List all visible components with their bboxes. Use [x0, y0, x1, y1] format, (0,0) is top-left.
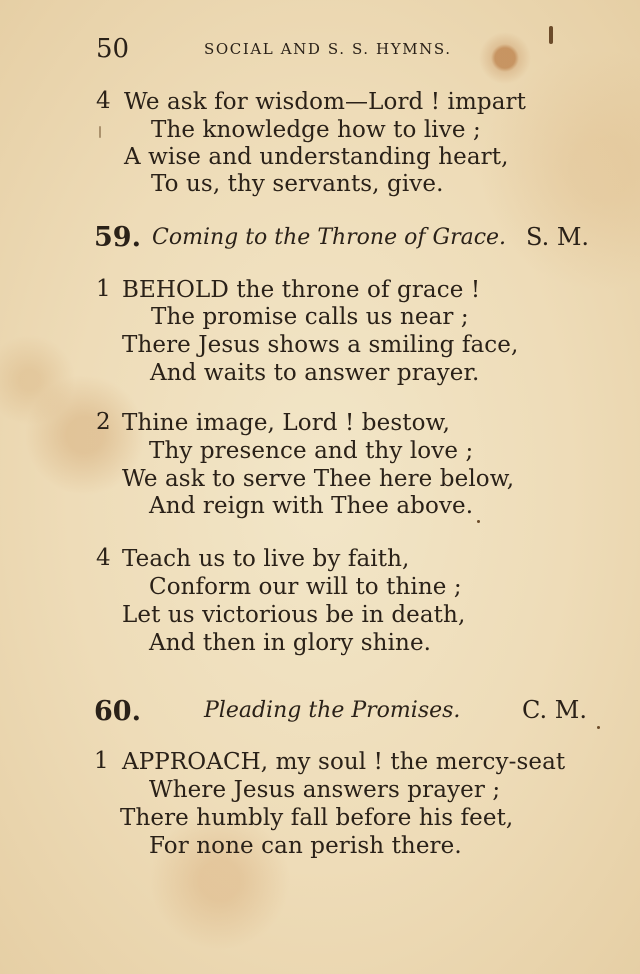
- verse-line: Conform our will to thine ;: [149, 574, 462, 600]
- verse-line: The knowledge how to live ;: [151, 117, 481, 143]
- verse-line: Thine image, Lord ! bestow,: [122, 410, 450, 436]
- verse-line: Let us victorious be in death,: [122, 602, 466, 628]
- hymn-meter: S. M.: [526, 223, 590, 251]
- verse-line: A wise and understanding heart,: [124, 144, 509, 170]
- verse-line: And reign with Thee above.: [149, 493, 474, 519]
- verse-line: There humbly fall before his feet,: [120, 805, 514, 831]
- verse-line: And then in glory shine.: [149, 630, 432, 656]
- verse-number: 4: [96, 88, 111, 114]
- hymn-number: 60.: [94, 696, 141, 727]
- verse-line: To us, thy servants, give.: [151, 171, 444, 197]
- verse-line: We ask to serve Thee here below,: [122, 466, 515, 492]
- hymn-meter: C. M.: [522, 696, 587, 724]
- verse-line: We ask for wisdom—Lord ! impart: [124, 89, 526, 115]
- hymn-title: Pleading the Promises.: [204, 698, 461, 723]
- verse-line: Thy presence and thy love ;: [149, 438, 474, 464]
- verse-line: There Jesus shows a smiling face,: [122, 332, 519, 358]
- running-title: SOCIAL AND S. S. HYMNS.: [204, 40, 452, 58]
- verse-line: And waits to answer prayer.: [150, 360, 480, 386]
- ink-speck: [549, 26, 553, 44]
- verse-number: 2: [96, 409, 111, 435]
- ink-speck: [477, 520, 480, 523]
- verse-line: APPROACH, my soul ! the mercy-seat: [122, 749, 566, 775]
- verse-number: 4: [96, 545, 111, 571]
- verse-line: BEHOLD the throne of grace !: [122, 277, 481, 303]
- page-number: 50: [96, 34, 130, 64]
- verse-line: Where Jesus answers prayer ;: [149, 777, 501, 803]
- ink-speck: [597, 726, 600, 729]
- verse-line: Teach us to live by faith,: [122, 546, 410, 572]
- verse-number: 1: [96, 276, 111, 302]
- hymn-title: Coming to the Throne of Grace.: [152, 225, 507, 250]
- hymn-number: 59.: [94, 222, 141, 253]
- verse-number: 1: [94, 748, 109, 774]
- verse-line: For none can perish there.: [149, 833, 462, 859]
- ink-speck: [99, 126, 101, 138]
- verse-line: The promise calls us near ;: [151, 304, 469, 330]
